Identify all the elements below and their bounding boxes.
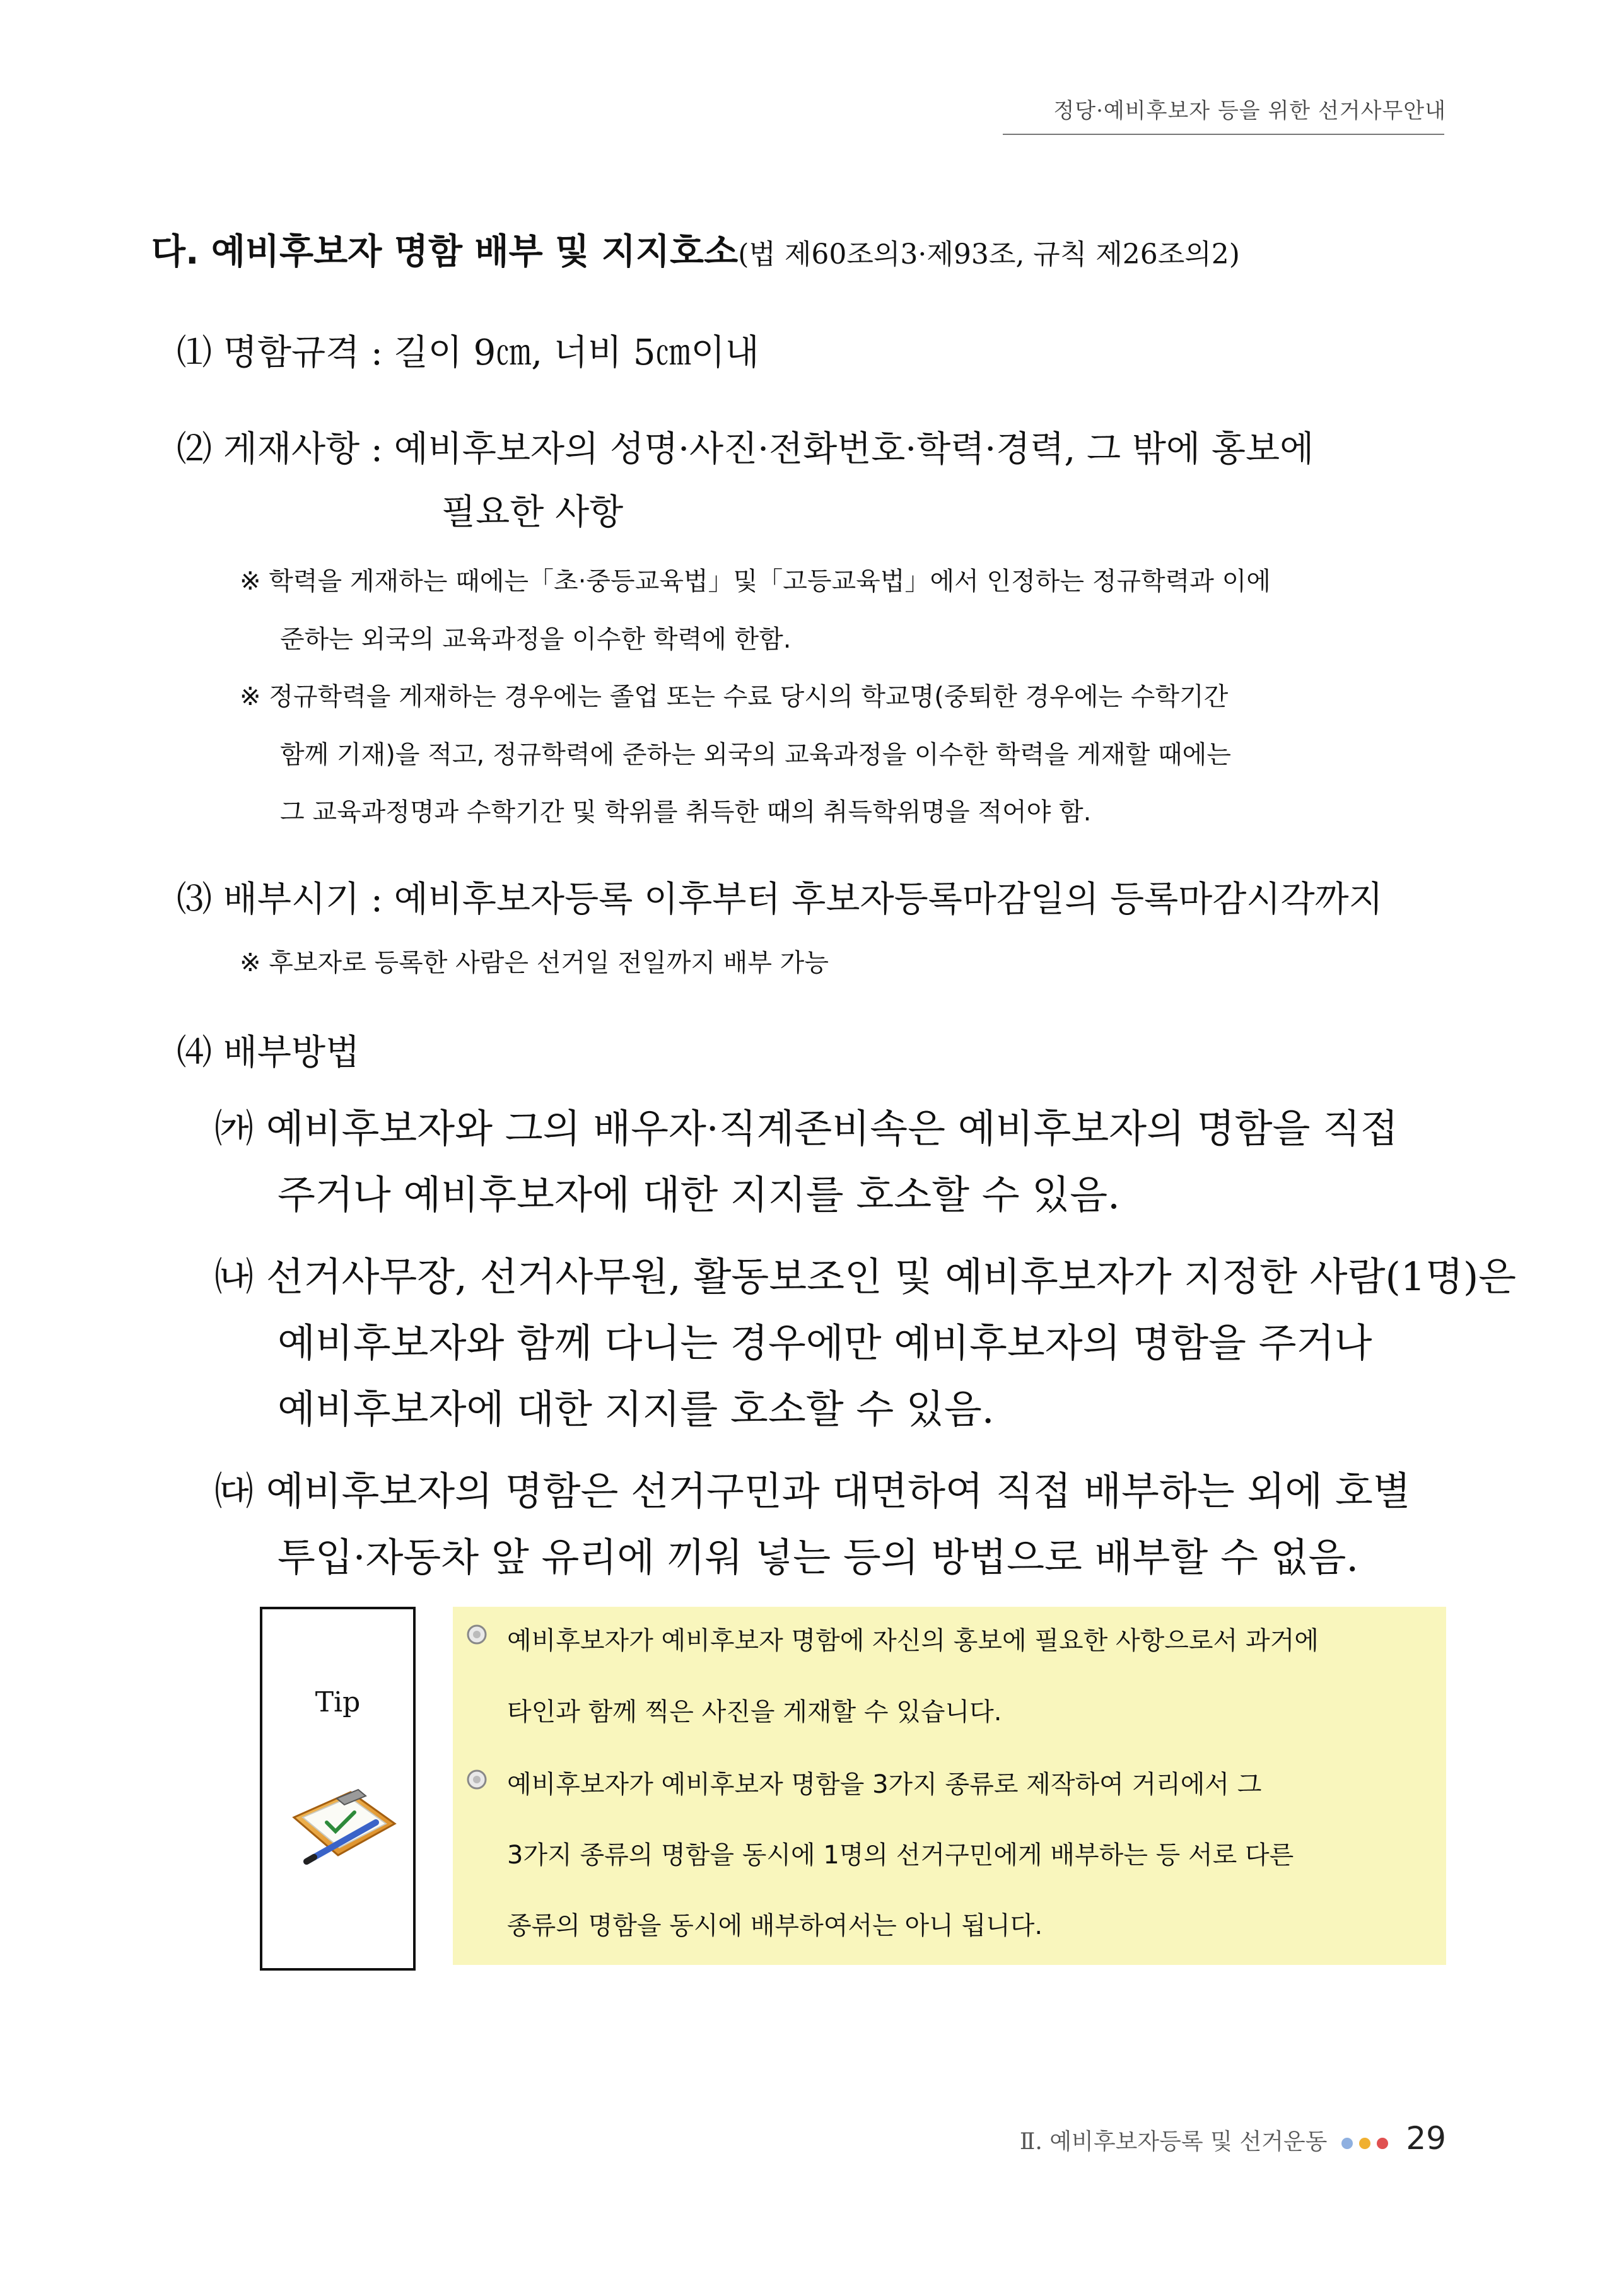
footer-dots-icon <box>1335 2129 1406 2155</box>
note-3: ※ 후보자로 등록한 사람은 선거일 전일까지 배부 가능 <box>240 948 829 977</box>
sub-item-na: ㈏ 선거사무장, 선거사무원, 활동보조인 및 예비후보자가 지정한 사람(1명)은 <box>214 1254 1517 1300</box>
section-citation: (법 제60조의3·제93조, 규칙 제26조의2) <box>738 238 1240 271</box>
tip-2-line-1: 예비후보자가 예비후보자 명함을 3가지 종류로 제작하여 거리에서 그 <box>507 1770 1262 1799</box>
note-2-cont-1: 함께 기재)을 적고, 정규학력에 준하는 외국의 교육과정을 이수한 학력을 게재할 때에는 <box>280 740 1231 769</box>
section-title-text: 다. 예비후보자 명함 배부 및 지지호소 <box>151 231 739 272</box>
note-2-cont-2: 그 교육과정명과 수학기간 및 학위를 취득한 때의 취득학위명을 적어야 함. <box>280 798 1092 827</box>
sub-item-ga: ㈎ 예비후보자와 그의 배우자·직계존비속은 예비후보자의 명함을 직접 <box>214 1105 1398 1151</box>
sub-item-na-cont-2: 예비후보자에 대한 지지를 호소할 수 있음. <box>277 1386 995 1432</box>
clipboard-pencil-icon <box>281 1773 401 1877</box>
note-1-cont: 준하는 외국의 교육과정을 이수한 학력에 한함. <box>280 625 792 654</box>
sub-item-da-cont: 투입·자동차 앞 유리에 끼워 넣는 등의 방법으로 배부할 수 없음. <box>277 1534 1359 1580</box>
running-header: 정당·예비후보자 등을 위한 선거사무안내 <box>1053 98 1446 124</box>
item-2-contents: ⑵ 게재사항 : 예비후보자의 성명·사진·전화번호·학력·경력, 그 밖에 홍보에 <box>177 429 1314 470</box>
tip-content <box>453 1607 1446 1965</box>
circle-bullet-icon <box>465 1623 488 1648</box>
footer-chapter: Ⅱ. 예비후보자등록 및 선거운동 <box>1019 2129 1328 2155</box>
tip-panel <box>260 1607 416 1971</box>
tip-label: Tip <box>315 1686 361 1718</box>
note-1: ※ 학력을 게재하는 때에는「초·중등교육법」및「고등교육법」에서 인정하는 정규학력과 이에 <box>240 567 1271 596</box>
tip-2-line-3: 종류의 명함을 동시에 배부하여서는 아니 됩니다. <box>507 1911 1043 1940</box>
header-rule <box>1003 134 1444 135</box>
item-4-method: ⑷ 배부방법 <box>177 1032 360 1073</box>
item-2-contents-cont: 필요한 사항 <box>441 492 624 533</box>
section-title <box>151 224 1240 274</box>
page-number: 29 <box>1406 2120 1446 2157</box>
sub-item-ga-cont: 주거나 예비후보자에 대한 지지를 호소할 수 있음. <box>277 1172 1120 1218</box>
sub-item-da: ㈐ 예비후보자의 명함은 선거구민과 대면하여 직접 배부하는 외에 호별 <box>214 1468 1411 1514</box>
tip-1-line-2: 타인과 함께 찍은 사진을 게재할 수 있습니다. <box>507 1698 1002 1727</box>
tip-2-line-2: 3가지 종류의 명함을 동시에 1명의 선거구민에게 배부하는 등 서로 다른 <box>507 1841 1294 1870</box>
page-footer <box>1020 2120 1446 2157</box>
circle-bullet-icon <box>465 1768 488 1793</box>
tip-1-line-1: 예비후보자가 예비후보자 명함에 자신의 홍보에 필요한 사항으로서 과거에 <box>507 1626 1319 1655</box>
sub-item-na-cont-1: 예비후보자와 함께 다니는 경우에만 예비후보자의 명함을 주거나 <box>277 1320 1372 1366</box>
note-2: ※ 정규학력을 게재하는 경우에는 졸업 또는 수료 당시의 학교명(중퇴한 경우에는 수학기간 <box>240 682 1229 711</box>
item-1-card-size: ⑴ 명함규격 : 길이 9㎝, 너비 5㎝이내 <box>177 332 759 373</box>
item-3-timing: ⑶ 배부시기 : 예비후보자등록 이후부터 후보자등록마감일의 등록마감시각까지 <box>177 879 1383 920</box>
